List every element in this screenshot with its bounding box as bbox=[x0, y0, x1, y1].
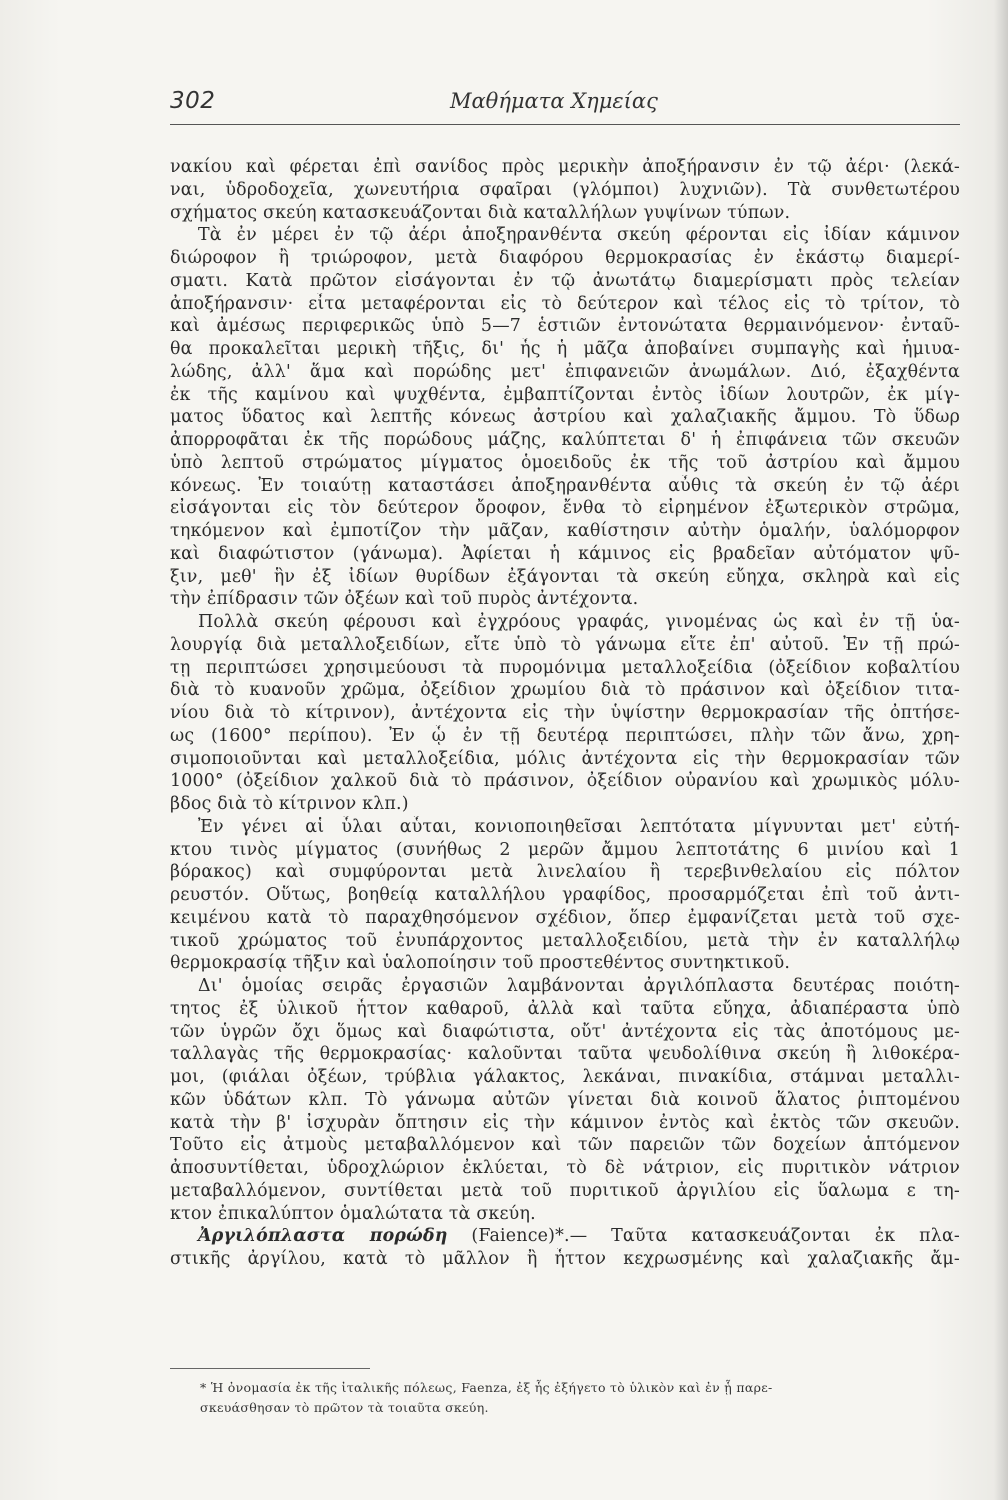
text-line: καὶ διαφώτιστον (γάνωμα). Ἀφίεται ἡ κάμινος εἰς βραδεῖαν αὐτόματον ψῦ- bbox=[170, 543, 960, 564]
text-line: τητος ἐξ ὑλικοῦ ἧττον καθαροῦ, ἀλλὰ καὶ ταῦτα εὔηχα, ἀδιαπέραστα ὑπὸ bbox=[170, 998, 960, 1019]
text-line: τὴν ἐπίδρασιν τῶν ὀξέων καὶ τοῦ πυρὸς ἀντέχοντα. bbox=[170, 589, 639, 610]
text-line: λουργίᾳ διὰ μεταλλοξειδίων, εἴτε ὑπὸ τὸ γάνωμα εἴτε ἐπ' αὐτοῦ. Ἐν τῇ πρώ- bbox=[170, 634, 960, 655]
text-line: θερμοκρασίᾳ τῆξιν καὶ ὑαλοποίησιν τοῦ προστεθέντος συντηκτικοῦ. bbox=[170, 953, 791, 974]
text-line: Ἐν γένει αἱ ὗλαι αὗται, κονιοποιηθεῖσαι λεπτότατα μίγνυνται μετ' εὐτή- bbox=[198, 816, 960, 837]
text-line: κειμένου κατὰ τὸ παραχθησόμενον σχέδιον, ὅπερ ἐμφανίζεται μετὰ τοῦ σχε- bbox=[170, 907, 960, 928]
text-line: ὑπὸ λεπτοῦ στρώματος μίγματος ὁμοειδοῦς ἐκ τῆς τοῦ ἀστρίου καὶ ἄμμου bbox=[170, 452, 960, 473]
page-header bbox=[170, 88, 960, 124]
section-heading-term: Ἀργιλόπλαστα πορώδη bbox=[198, 1226, 448, 1247]
text-line: βδος διὰ τὸ κίτρινον κλπ.) bbox=[170, 794, 409, 814]
section-heading-line bbox=[170, 1225, 960, 1248]
text-line: στικῆς ἀργίλου, κατὰ τὸ μᾶλλον ἢ ἧττον κεχρωσμένης καὶ χαλαζιακῆς ἄμ- bbox=[170, 1249, 960, 1269]
text-line: ξιν, μεθ' ἣν ἐξ ἰδίων θυρίδων ἐξάγονται τὰ σκεύη εὔηχα, σκληρὰ καὶ εἰς bbox=[170, 566, 960, 587]
text-line: τῃ περιπτώσει χρησιμεύουσι τὰ πυρομόνιμα μεταλλοξείδια (ὀξείδιον κοβαλτίου bbox=[170, 657, 960, 678]
page-edge-shadow bbox=[994, 0, 1008, 1500]
text-line: Τὰ ἐν μέρει ἐν τῷ ἀέρι ἀποξηρανθέντα σκεύη φέρονται εἰς ἰδίαν κάμινον bbox=[198, 225, 960, 246]
text-line: λώδης, ἀλλ' ἅμα καὶ πορώδης μετ' ἐπιφανειῶν ἀνωμάλων. Διό, ἐξαχθέντα bbox=[170, 361, 960, 382]
footnotes bbox=[200, 1378, 960, 1418]
text-line: 1000° (ὀξείδιον χαλκοῦ διὰ τὸ πράσινον, ὀξείδιον οὐρανίου καὶ χρωμικὸς μόλυ- bbox=[170, 771, 960, 792]
text-line: βόρακος) καὶ συμφύρονται μετὰ λινελαίου ἢ τερεβινθελαίου εἰς πόλτον bbox=[170, 862, 960, 883]
text-line: Δι' ὁμοίας σειρᾶς ἐργασιῶν λαμβάνονται ἀργιλόπλαστα δευτέρας ποιότη- bbox=[198, 976, 960, 996]
text-line: διώροφον ἢ τριώροφον, μετὰ διαφόρου θερμοκρασίας ἐν ἑκάστῳ διαμερί- bbox=[170, 248, 960, 268]
text-line: τικοῦ χρώματος τοῦ ἐνυπάρχοντος μεταλλοξειδίου, μετὰ τὴν ἐν καταλλήλῳ bbox=[170, 930, 960, 951]
text-line: Τοῦτο εἰς ἀτμοὺς μεταβαλλόμενον καὶ τῶν παρειῶν τῶν δοχείων ἁπτόμενον bbox=[170, 1135, 960, 1156]
text-line: σχήματος σκεύη κατασκευάζονται διὰ καταλλήλων γυψίνων τύπων. bbox=[170, 202, 791, 223]
text-line: διὰ τὸ κυανοῦν χρῶμα, ὀξείδιον χρωμίου διὰ τὸ πράσινον καὶ ὀξείδιον τιτα- bbox=[170, 680, 960, 701]
text-line: τηκόμενον καὶ ἐμποτίζον τὴν μᾶζαν, καθίστησιν αὐτὴν ὁμαλήν, ὑαλόμορφον bbox=[170, 521, 960, 541]
section-heading-text: (Faience)*.— Ταῦτα κατασκευάζονται ἐκ πλα- bbox=[447, 1226, 960, 1247]
text-line: Πολλὰ σκεύη φέρουσι καὶ ἐγχρόους γραφάς, γινομένας ὡς καὶ ἐν τῇ ὑα- bbox=[198, 612, 960, 632]
text-line: σματι. Κατὰ πρῶτον εἰσάγονται ἐν τῷ ἀνωτάτῳ διαμερίσματι πρὸς τελείαν bbox=[170, 270, 960, 291]
text-line: κτον ἐπικαλύπτον ὁμαλώτατα τὰ σκεύη. bbox=[170, 1203, 536, 1224]
footnote-line: * Ἡ ὀνομασία ἐκ τῆς ἰταλικῆς πόλεως, Faenza, ἐξ ἧς ἐξήγετο τὸ ὑλικὸν καὶ ἐν ᾗ παρε- bbox=[200, 1380, 773, 1395]
text-line: μεταβαλλόμενον, συντίθεται μετὰ τοῦ πυριτικοῦ ἀργιλίου εἰς ὕαλωμα ε τη- bbox=[170, 1180, 960, 1201]
text-line: κόνεως. Ἐν τοιαύτῃ καταστάσει ἀποξηρανθέντα αὖθις τὰ σκεύη ἐν τῷ ἀέρι bbox=[170, 475, 960, 496]
running-title: Μαθήματα Χημείας bbox=[450, 89, 658, 113]
text-line: ταλλαγὰς τῆς θερμοκρασίας· καλοῦνται ταῦτα ψευδολίθινα σκεύη ἢ λιθοκέρα- bbox=[170, 1044, 960, 1065]
text-line: νακίου καὶ φέρεται ἐπὶ σανίδος πρὸς μερικὴν ἀποξήρανσιν ἐν τῷ ἀέρι· (λεκά- bbox=[170, 157, 960, 177]
text-line: ἐκ τῆς καμίνου καὶ ψυχθέντα, ἐμβαπτίζονται ἐντὸς ἰδίων λουτρῶν, ἐκ μίγ- bbox=[170, 384, 960, 405]
text-line: κτου τινὸς μίγματος (συνήθως 2 μερῶν ἄμμου λεπτοτάτης 6 μινίου καὶ 1 bbox=[170, 839, 960, 860]
page-number: 302 bbox=[170, 88, 216, 114]
text-line: μοι, (φιάλαι ὀξέων, τρύβλια γάλακτος, λεκάναι, πινακίδια, στάμναι μεταλλι- bbox=[170, 1067, 960, 1087]
text-line: ως (1600° περίπου). Ἐν ᾧ ἐν τῇ δευτέρᾳ περιπτώσει, πλὴν τῶν ἄνω, χρη- bbox=[170, 725, 960, 746]
text-line: κατὰ τὴν β' ἰσχυρὰν ὄπτησιν εἰς τὴν κάμινον ἐντὸς καὶ ἐκτὸς τῶν σκευῶν. bbox=[170, 1112, 960, 1133]
text-line: ρευστόν. Οὕτως, βοηθείᾳ καταλλήλου γραφίδος, προσαρμόζεται ἐπὶ τοῦ ἀντι- bbox=[170, 885, 960, 905]
text-line: ἀποξήρανσιν· εἶτα μεταφέρονται εἰς τὸ δεύτερον καὶ τέλος εἰς τὸ τρίτον, τὸ bbox=[170, 293, 960, 314]
footnote-line: σκευάσθησαν τὸ πρῶτον τὰ τοιαῦτα σκεύη. bbox=[200, 1400, 489, 1415]
text-line: καὶ ἀμέσως περιφερικῶς ὑπὸ 5—7 ἑστιῶν ἐντονώτατα θερμαινόμενον· ἐνταῦ- bbox=[170, 316, 960, 337]
text-line: ἀπορροφᾶται ἐκ τῆς πορώδους μάζης, καλύπτεται δ' ἡ ἐπιφάνεια τῶν σκευῶν bbox=[170, 430, 960, 450]
text-line: τῶν ὑγρῶν ὄχι ὅμως καὶ διαφώτιστα, οὔτ' ἀντέχοντα εἰς τὰς ἀποτόμους με- bbox=[170, 1021, 960, 1042]
header-rule bbox=[170, 124, 960, 125]
text-line: κῶν ὑδάτων κλπ. Τὸ γάνωμα αὐτῶν γίνεται διὰ κοινοῦ ἅλατος ῥιπτομένου bbox=[170, 1089, 960, 1110]
text-line: σιμοποιοῦνται καὶ μεταλλοξείδια, μόλις ἀντέχοντα εἰς τὴν θερμοκρασίαν τῶν bbox=[170, 748, 960, 769]
text-line: εἰσάγονται εἰς τὸν δεύτερον ὄροφον, ἔνθα τὸ εἰρημένον ἐξωτερικὸν στρῶμα, bbox=[170, 498, 960, 519]
text-line: ναι, ὑδροδοχεῖα, χωνευτήρια σφαῖραι (γλόμποι) λυχνιῶν). Τὰ συνθετωτέρου bbox=[170, 179, 960, 200]
footnote-rule bbox=[170, 1368, 370, 1369]
text-line: νίου διὰ τὸ κίτρινον), ἀντέχοντα εἰς τὴν ὑψίστην θερμοκρασίαν τῆς ὀπτήσε- bbox=[170, 703, 960, 723]
body-text bbox=[170, 156, 960, 1271]
text-line: ματος ὕδατος καὶ λεπτῆς κόνεως ἀστρίου καὶ χαλαζιακῆς ἄμμου. Τὸ ὕδωρ bbox=[170, 407, 960, 428]
text-line: ἀποσυντίθεται, ὑδροχλώριον ἐκλύεται, τὸ δὲ νάτριον, εἰς πυριτικὸν νάτριον bbox=[170, 1158, 960, 1178]
text-line: θα προκαλεῖται μερικὴ τῆξις, δι' ἧς ἡ μᾶζα ἀποβαίνει συμπαγὴς καὶ ἡμιυα- bbox=[170, 339, 960, 359]
